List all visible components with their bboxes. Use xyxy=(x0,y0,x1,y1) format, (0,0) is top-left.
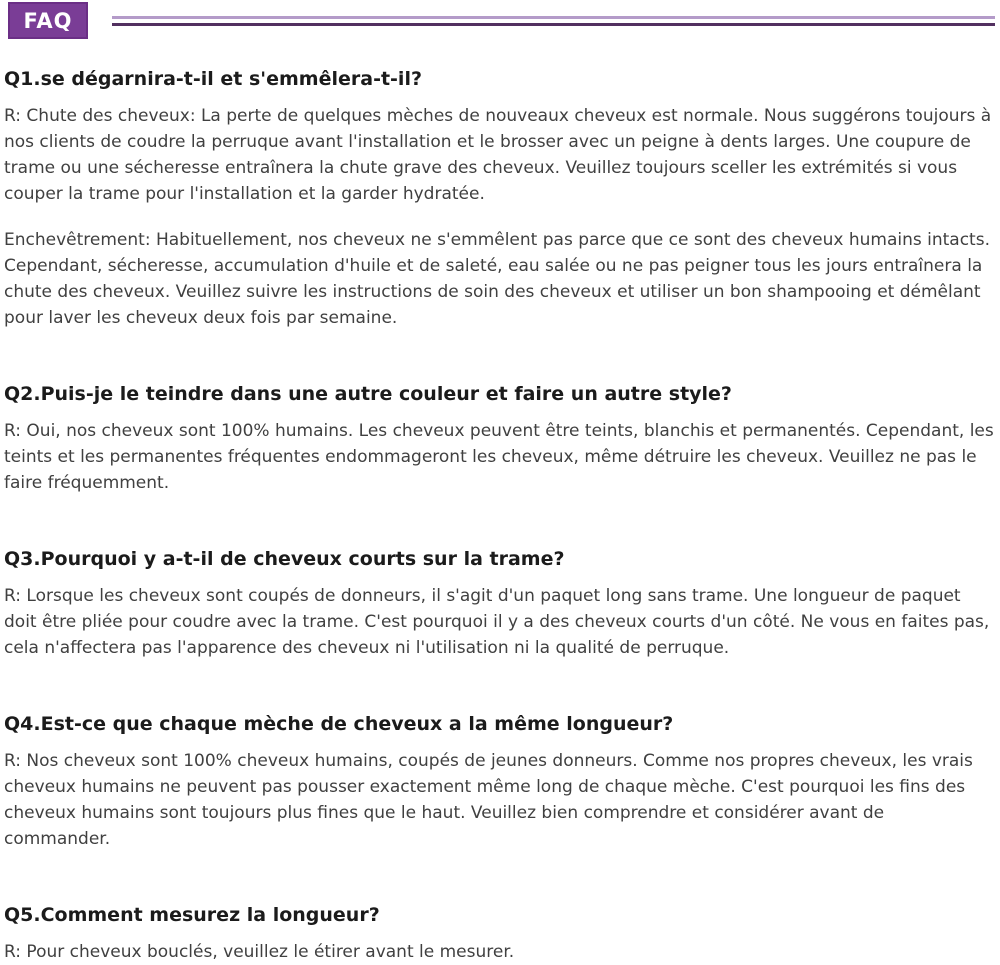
question-heading: Q1.se dégarnira-t-il et s'emmêlera-t-il? xyxy=(4,68,422,90)
answer-paragraph: Enchevêtrement: Habituellement, nos cheveux ne s'emmêlent pas parce que ce sont des cheveux humains intacts. Cependant, sécheresse, accumulation d'huile et de saleté, eau salée ou ne pas peigner tous les jours entraînera la chute des cheveux. Veuillez suivre les instructions de soin des cheveux et utiliser un bon shampooing et démêlant pour laver les cheveux deux fois par semaine. xyxy=(4,230,990,328)
answer-paragraph: R: Lorsque les cheveux sont coupés de donneurs, il s'agit d'un paquet long sans trame. Une longueur de paquet doit être pliée pour coudre avec la trame. C'est pourquoi il y a des cheveux courts d'un côté. Ne vous en faites pas, cela n'affectera pas l'apparence des cheveux ni l'utilisation ni la qualité de perruque. xyxy=(4,586,990,658)
faq-section-q1 xyxy=(4,66,995,331)
faq-section-q5 xyxy=(4,902,995,965)
faq-header xyxy=(4,0,995,39)
header-double-rule xyxy=(112,16,995,26)
question-heading: Q5.Comment mesurez la longueur? xyxy=(4,904,380,926)
answer-paragraph: R: Chute des cheveux: La perte de quelques mèches de nouveaux cheveux est normale. Nous suggérons toujours à nos clients de coudre la perruque avant l'installation et le brosser avec un peigne à dents larges. Une coupure de trame ou une sécheresse entraînera la chute grave des cheveux. Veuillez toujours sceller les extrémités si vous couper la trame pour l'installation et la garder hydratée. xyxy=(4,106,992,204)
faq-section-q4 xyxy=(4,711,995,852)
question-heading: Q4.Est-ce que chaque mèche de cheveux a la même longueur? xyxy=(4,713,674,735)
answer-paragraph: R: Oui, nos cheveux sont 100% humains. Les cheveux peuvent être teints, blanchis et permanentés. Cependant, les teints et les permanentes fréquentes endommageront les cheveux, même détruire les cheveux. Veuillez ne pas le faire fréquemment. xyxy=(4,421,994,493)
answer-paragraph: R: Pour cheveux bouclés, veuillez le étirer avant le mesurer. xyxy=(4,942,515,962)
faq-badge: FAQ xyxy=(8,2,88,39)
answer-paragraph: R: Nos cheveux sont 100% cheveux humains, coupés de jeunes donneurs. Comme nos propres cheveux, les vrais cheveux humains ne peuvent pas pousser exactement même long de chaque mèche. C'est pourquoi les fins des cheveux humains sont toujours plus fines que le haut. Veuillez bien comprendre et considérer avant de commander. xyxy=(4,751,973,849)
faq-section-q2 xyxy=(4,381,995,496)
question-heading: Q3.Pourquoi y a-t-il de cheveux courts sur la trame? xyxy=(4,548,565,570)
faq-section-q3 xyxy=(4,546,995,661)
question-heading: Q2.Puis-je le teindre dans une autre couleur et faire un autre style? xyxy=(4,383,732,405)
